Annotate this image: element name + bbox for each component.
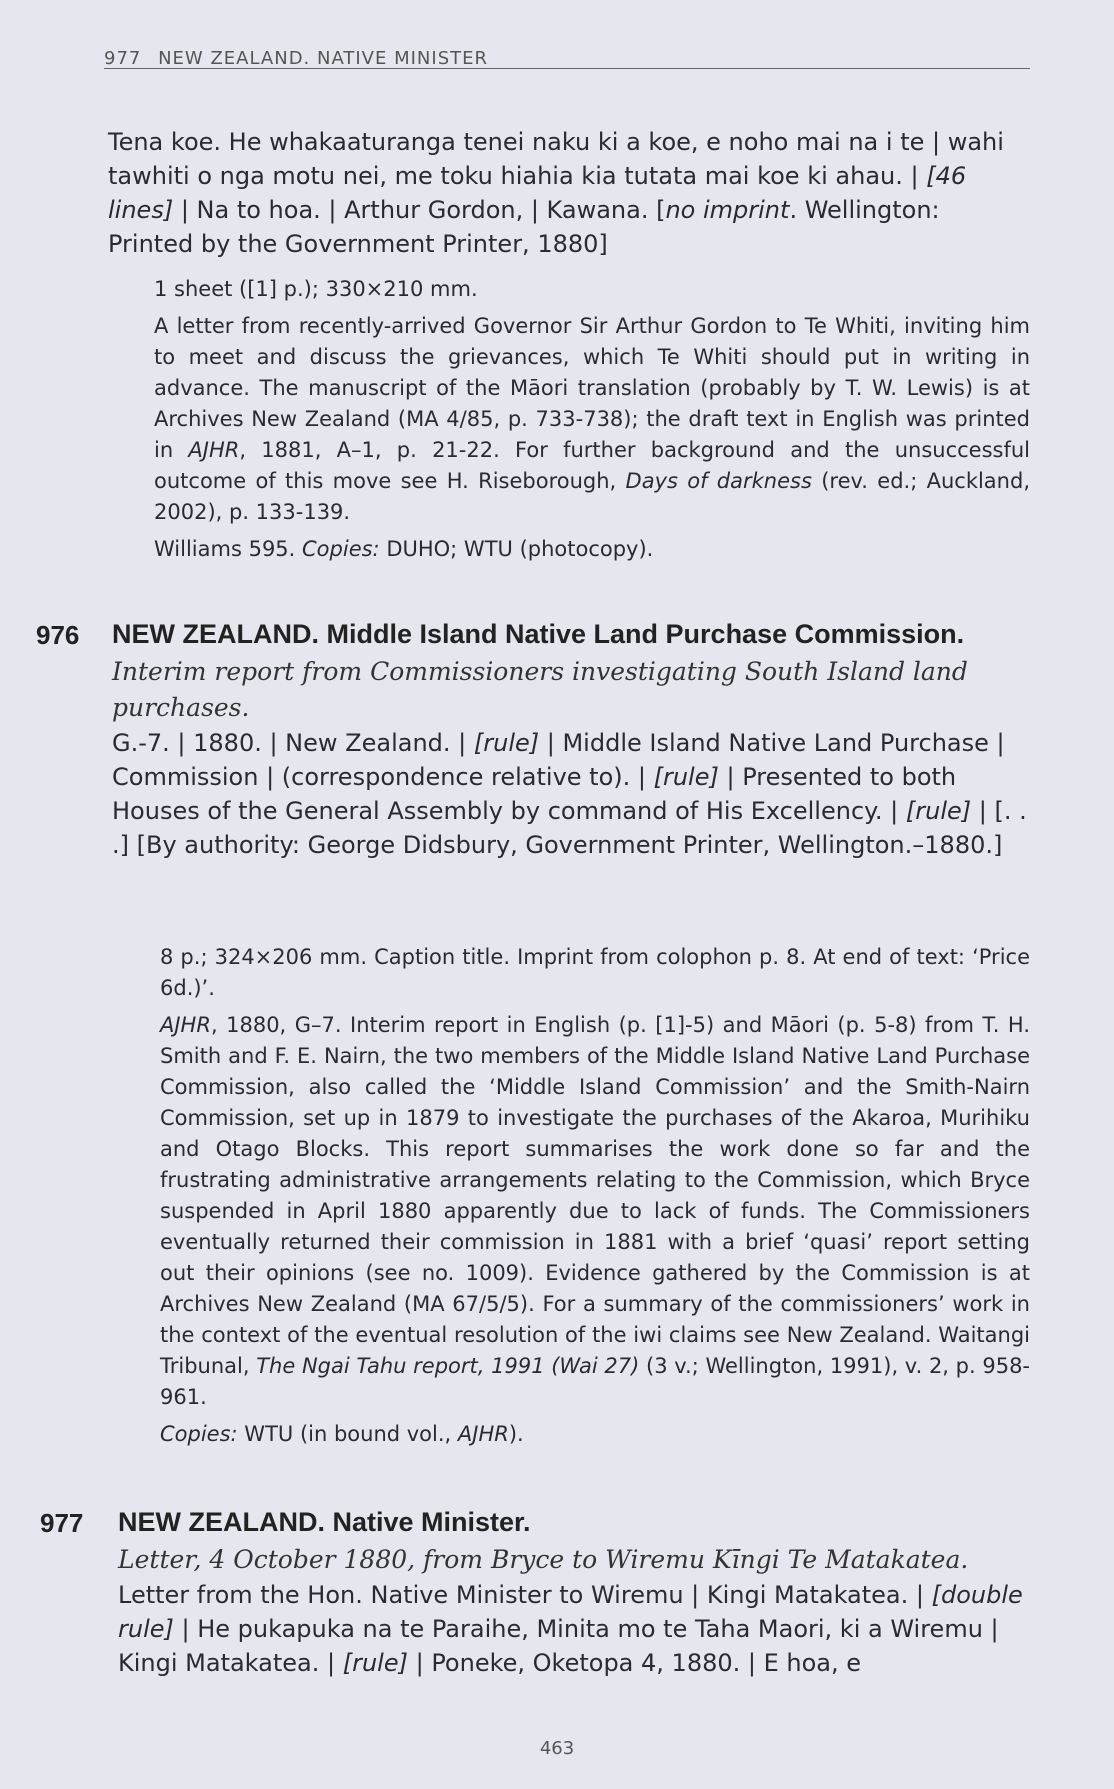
intro-entry-transcription [108,125,1030,261]
intro-note: A letter from recently-arrived Governor Sir Arthur Gordon to Te Whiti, inviting him to meet and discuss the grievances, which Te Whiti should put in writing in advance. The manuscript of the Māori translation (probably by T. W. Lewis) is at Archives New Zealand (MA 4/85, p. 733-738); the draft text in English was printed in AJHR, 1881, A–1, p. 21-22. For further background and the unsuccessful outcome of this move see H. Riseborough, Days of darkness (rev. ed.; Auckland, 2002), p. 133-139. [154,314,1031,524]
entry-977-transcription: Letter from the Hon. Native Minister to Wiremu | Kingi Matakatea. | [double rule] | He pukapuka na te Paraihe, Minita mo te Taha Maori, ki a Wiremu | Kingi Matakatea. | [rule] | Poneke, Oketopa 4, 1880. | E hoa, e [118,1581,1023,1677]
running-head-title: NEW ZEALAND. NATIVE MINISTER [158,48,488,69]
entry-976-note: AJHR, 1880, G–7. Interim report in English (p. [1]-5) and Māori (p. 5-8) from T. H. Smith and F. E. Nairn, the two members of the Middle Island Native Land Purchase Commission, also called the ‘Middle Island Commission’ and the Smith-Nairn Commission, set up in 1879 to investigate the purchases of the Akaroa, Murihiku and Otago Blocks. This report summarises the work done so far and the frustrating administrative arrangements relating to the Commission, which Bryce suspended in April 1880 apparently due to lack of funds. The Commissioners eventually returned their commission in 1881 with a brief ‘quasi’ report setting out their opinions (see no. 1009). Evidence gathered by the Commission is at Archives New Zealand (MA 67/5/5). For a summary of the commissioners’ work in the context of the eventual resolution of the iwi claims see New Zealand. Waitangi Tribunal, The Ngai Tahu report, 1991 (Wai 27) (3 v.; Wellington, 1991), v. 2, p. 958-961. [160,1013,1031,1409]
intro-entry-notes [154,274,1030,565]
intro-collation: 1 sheet ([1] p.); 330×210 mm. [154,277,478,301]
entry-977-number: 977 [40,1508,84,1538]
entry-977-heading: NEW ZEALAND. Native Minister. [118,1507,531,1537]
entry-976-number: 976 [36,620,80,650]
entry-976-collation: 8 p.; 324×206 mm. Caption title. Imprint from colophon p. 8. At end of text: ‘Price 6d.)’. [160,945,1030,1000]
running-head [104,48,488,69]
entry-977 [118,1502,1030,1680]
header-rule [104,68,1030,69]
intro-refs: Williams 595. Copies: DUHO; WTU (photocopy). [154,537,654,561]
page-number: 463 [539,1738,575,1759]
running-head-number: 977 [104,48,142,69]
entry-976-copies: Copies: WTU (in bound vol., AJHR). [160,1422,524,1446]
entry-976-heading: NEW ZEALAND. Middle Island Native Land Purchase Commission. [112,619,965,649]
entry-976-transcription: G.-7. | 1880. | New Zealand. | [rule] | Middle Island Native Land Purchase | Commission | (correspondence relative to). | [rule] | Presented to both Houses of the General Assembly by command of His Excellency. | [rule] | [. . .] [By authority: George Didsbury, Government Printer, Wellington.–1880.] [112,729,1027,859]
entry-976-notes [160,942,1030,1450]
entry-976-title: Interim report from Commissioners investigating South Island land purchases. [112,657,968,722]
intro-transcription-text: Tena koe. He whakaaturanga tenei naku ki a koe, e noho mai na i te | wahi tawhiti o nga motu nei, me toku hiahia kia tutata mai koe ki ahau. | [46 lines] | Na to hoa. | Arthur Gordon, | Kawana. [no imprint. Wellington: Printed by the Government Printer, 1880] [108,128,1004,258]
entry-976 [112,614,1030,862]
entry-977-title: Letter, 4 October 1880, from Bryce to Wiremu Kīngi Te Matakatea. [118,1545,969,1574]
